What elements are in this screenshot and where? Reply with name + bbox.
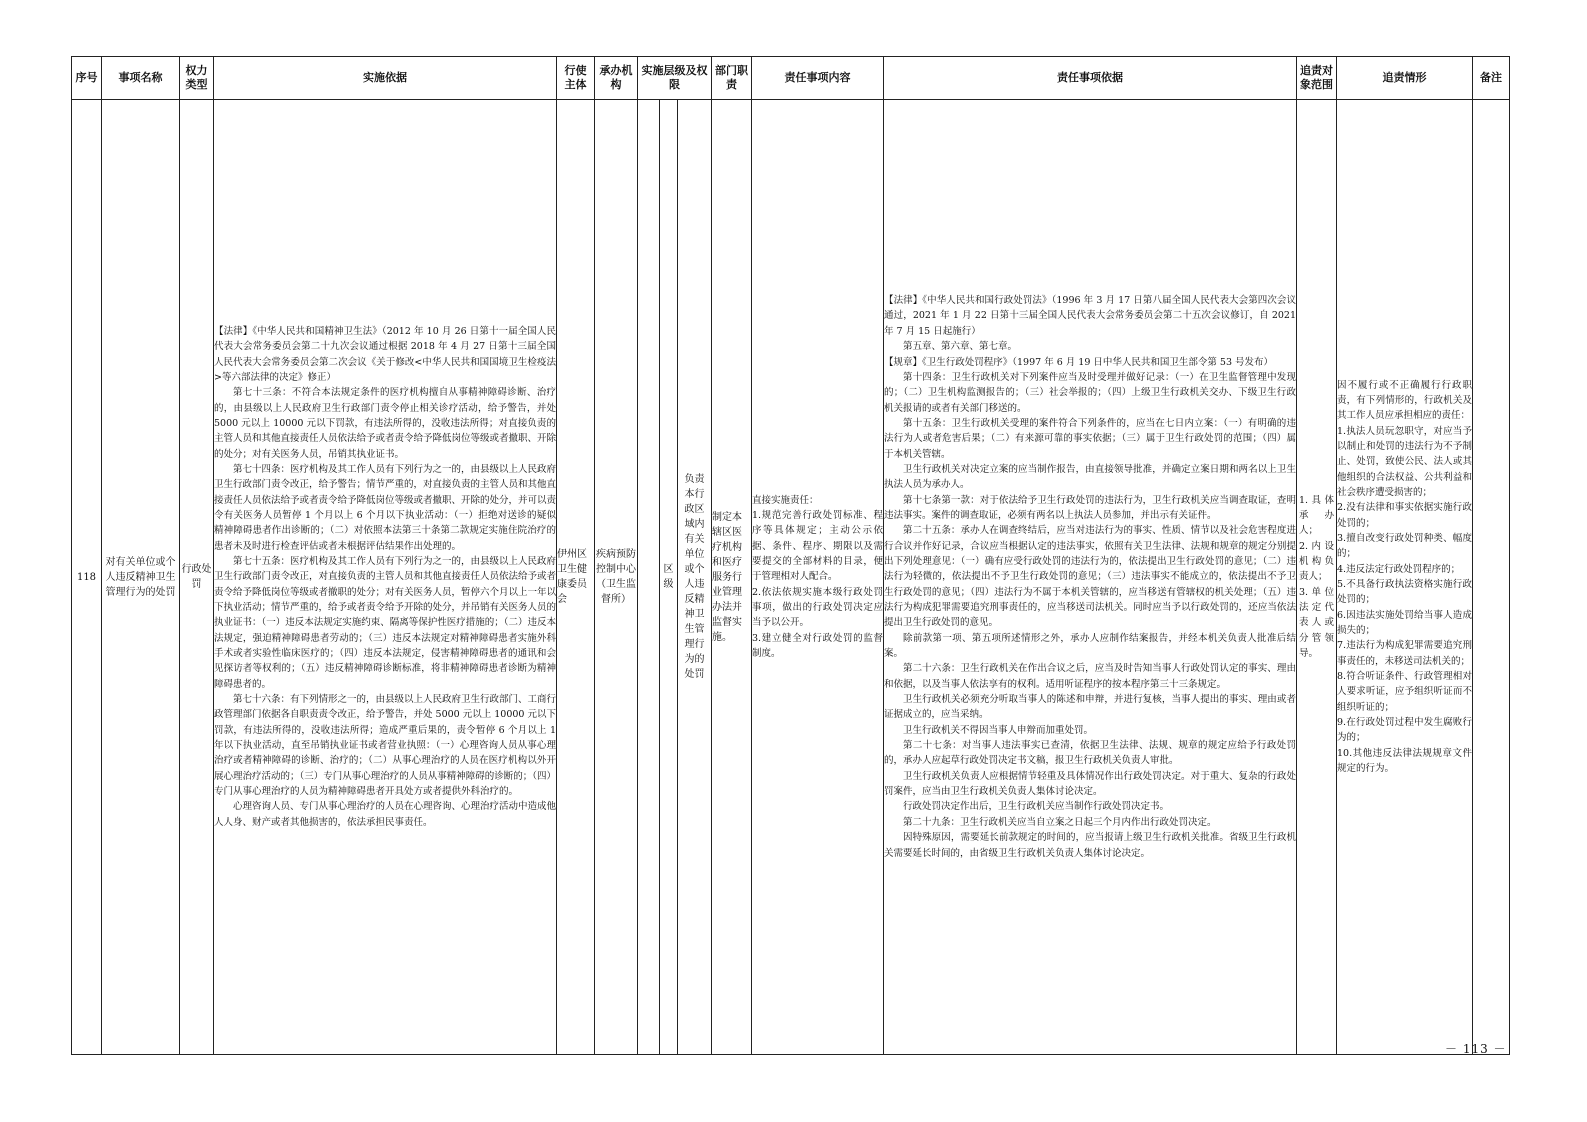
paragraph: 4.违反法定行政处罚程序的； <box>1337 563 1461 575</box>
paragraph: 2.内设机构负责人； <box>1299 540 1334 583</box>
header-resp-content: 责任事项内容 <box>752 57 884 100</box>
responsibility-table <box>71 56 1510 1055</box>
paragraph: 第七十五条：医疗机构及其工作人员有下列行为之一的，由县级以上人民政府卫生行政部门责令改正，对直接负责的主管人员和其他直接责任人员依法给予或者责令给予降低岗位等级或者撤职的处分；对有关医务人员，暂停六个月以上一年以下执业活动；情节严重的，给予或者责令给予开除的处分，并吊销有关医务人员的执业证书：（一）违反本法规定实施约束、隔离等保护性医疗措施的；（二）违反本法规定，强迫精神障碍患者劳动的；（三）违反本法规定对精神障碍患者实施外科手术或者实验性临床医疗的；（四）违反本法规定，侵害精神障碍患者的通讯和会见探访者等权利的；（五）违反精神障碍诊断标准，将非精神障碍患者诊断为精神障碍患者的。 <box>214 555 557 690</box>
paragraph: 9.在行政处罚过程中发生腐败行为的； <box>1337 717 1472 744</box>
paragraph: 第二十五条：承办人在调查终结后，应当对违法行为的事实、性质、情节以及社会危害程度进行合议并作好记录，合议应当根据认定的违法事实，依照有关卫生法律、法规和规章的规定分别提出下列处理意见：（一）确有应受行政处罚的违法行为的，依法提出卫生行政处罚的意见；（二）违法行为轻微的，依法提出不予卫生行政处罚的意见；（三）违法事实不能成立的，依法提出不予卫生行政处罚的意见；（四）违法行为不属于本机关管辖的，应当移送有管辖权的机关处理；（五）违法行为构成犯罪需要追究刑事责任的，应当移送司法机关。同时应当予以行政处罚的，还应当依法提出卫生行政处罚的意见。 <box>884 525 1296 629</box>
row-accountability-scope <box>1297 100 1337 1055</box>
row-notes <box>1473 100 1510 1055</box>
paragraph: 【法律】《中华人民共和国行政处罚法》（1996 年 3 月 17 日第八届全国人民代表大会第四次会议通过，2021 年 1 月 22 日第十三届全国人民代表大会常务委员会第二十五次会议修订，自 2021 年 7 月 15 日起施行） <box>884 295 1296 337</box>
paragraph: 3.单位法定代表人或分管领导。 <box>1299 586 1334 660</box>
paragraph: 行政处罚决定作出后，卫生行政机关应当制作行政处罚决定书。 <box>903 801 1170 813</box>
row-resp-basis <box>884 100 1297 1055</box>
row-agency: 疾病预防控制中心（卫生监督所） <box>595 100 638 1055</box>
header-agency: 承办机构 <box>595 57 638 100</box>
paragraph: 5.不具备行政执法资格实施行政处罚的； <box>1337 579 1472 606</box>
paragraph: 第二十六条：卫生行政机关在作出合议之后，应当及时告知当事人行政处罚认定的事实、理由和依据，以及当事人依法享有的权利。适用听证程序的按本程序第三十三条规定。 <box>884 663 1296 690</box>
paragraph: 【规章】《卫生行政处罚程序》（1997 年 6 月 19 日中华人民共和国卫生部令第 53 号发布） <box>884 356 1274 368</box>
row-seq: 118 <box>72 100 102 1055</box>
paragraph: 直接实施责任： <box>752 494 819 506</box>
header-item-name: 事项名称 <box>102 57 180 100</box>
page-number: － 113 － <box>1445 1042 1507 1056</box>
paragraph: 第十七条第一款：对于依法给予卫生行政处罚的违法行为，卫生行政机关应当调查取证，查明违法事实。案件的调查取证，必须有两名以上执法人员参加，并出示有关证件。 <box>884 494 1296 521</box>
level-sub-a <box>638 100 660 1054</box>
paragraph: 第十四条：卫生行政机关对下列案件应当及时受理并做好记录：（一）在卫生监督管理中发现的；（二）卫生机构监测报告的；（三）社会举报的；（四）上级卫生行政机关交办、下级卫生行政机关报请的或者有关部门移送的。 <box>884 371 1296 414</box>
paragraph: 3.擅自改变行政处罚种类、幅度的； <box>1337 532 1472 560</box>
paragraph: 3.建立健全对行政处罚的监督制度。 <box>752 632 883 660</box>
row-accountability-cases <box>1337 100 1473 1055</box>
level-sub-c: 负责本行政区域内有关单位或个人违反精神卫生管理行为的处罚 <box>684 474 705 680</box>
header-row <box>72 57 1510 100</box>
header-subject: 行使主体 <box>557 57 595 100</box>
resp-content-paragraphs <box>752 493 883 662</box>
paragraph: 因特殊原因，需要延长前款规定的时间的，应当报请上级卫生行政机关批准。省级卫生行政机关需要延长时间的，由省级卫生行政机关负责人集体讨论决定。 <box>884 832 1296 859</box>
paragraph: 2.没有法律和事实依据实施行政处罚的； <box>1337 502 1472 529</box>
paragraph: 7.违法行为构成犯罪需要追究刑事责任的，未移送司法机关的； <box>1337 640 1472 667</box>
paragraph: 心理咨询人员、专门从事心理治疗的人员在心理咨询、心理治疗活动中造成他人人身、财产或者其他损害的，依法承担民事责任。 <box>214 801 557 828</box>
paragraph: 6.因违法实施处罚给当事人造成损失的； <box>1337 609 1472 637</box>
paragraph: 第七十六条：有下列情形之一的，由县级以上人民政府卫生行政部门、工商行政管理部门依据各自职责责令改正，给予警告，并处 5000 元以上 10000 元以下罚款，有违法所得的，没收违法所得；造成严重后果的，责令暂停 6 个月以上 1 年以下执业活动，直至吊销执业证书或者营业执照：（一）心理咨询人员从事心理治疗或者精神障碍的诊断、治疗的；（二）从事心理治疗的人员在医疗机构以外开展心理治疗活动的；（三）专门从事心理治疗的人员从事精神障碍的诊断的；（四）专门从事心理治疗的人员为精神障碍患者开具处方或者提供外科治疗的。 <box>214 694 557 798</box>
row-resp-content <box>752 100 884 1055</box>
row-power-type: 行政处罚 <box>180 100 214 1055</box>
header-resp-basis: 责任事项依据 <box>884 57 1297 100</box>
paragraph: 【法律】《中华人民共和国精神卫生法》（2012 年 10 月 26 日第十一届全国人民代表大会常务委员会第二十九次会议通过根据 2018 年 4 月 27 日第十三届全国人民代表大会常务委员会第二次会议《关于修改<中华人民共和国国境卫生检疫法>等六部法律的决定》修正） <box>214 325 556 383</box>
header-accountability-scope: 追责对象范围 <box>1297 57 1337 100</box>
row-item-name: 对有关单位或个人违反精神卫生管理行为的处罚 <box>102 100 180 1055</box>
paragraph: 10.其他违反法律法规规章文件规定的行为。 <box>1337 747 1472 775</box>
paragraph: 除前款第一项、第五项所述情形之外，承办人应制作结案报告，并经本机关负责人批准后结案。 <box>884 632 1296 660</box>
row-basis <box>214 100 557 1055</box>
paragraph: 第七十四条：医疗机构及其工作人员有下列行为之一的，由县级以上人民政府卫生行政部门责令改正，给予警告；情节严重的，对直接负责的主管人员和其他直接责任人员依法给予或者责令给予降低岗位等级或者撤职、开除的处分，并可以责令有关医务人员暂停 1 个月以上 6 个月以下执业活动：（一）拒绝对送诊的疑似精神障碍患者作出诊断的；（二）对依照本法第三十条第二款规定实施住院治疗的患者未及时进行检查评估或者未根据评估结果作出处理的。 <box>214 463 557 552</box>
header-basis: 实施依据 <box>214 57 557 100</box>
paragraph: 第七十三条：不符合本法规定条件的医疗机构擅自从事精神障碍诊断、治疗的，由县级以上人民政府卫生行政部门责令停止相关诊疗活动，给予警告，并处 5000 元以上 10000 元以下罚款，有违法所得的，没收违法所得；对直接负责的主管人员和其他直接责任人员依法给予或者责令给予降低岗位等级或者撤职、开除的处分；对有关医务人员，吊销其执业证书。 <box>214 387 557 460</box>
header-level: 实施层级及权限 <box>638 57 712 100</box>
paragraph: 第五章、第六章、第七章。 <box>903 341 1018 353</box>
paragraph: 第二十七条：对当事人违法事实已查清，依据卫生法律、法规、规章的规定应给予行政处罚的，承办人应起草行政处罚决定书文稿，报卫生行政机关负责人审批。 <box>884 740 1296 767</box>
paragraph: 因不履行或不正确履行行政职责，有下列情形的，行政机关及其工作人员应承担相应的责任： <box>1337 379 1472 422</box>
header-power-type: 权力类型 <box>180 57 214 100</box>
paragraph: 2.依法依规实施本级行政处罚事项，做出的行政处罚决定应当予以公开。 <box>752 586 883 629</box>
paragraph: 第十五条：卫生行政机关受理的案件符合下列条件的，应当在七日内立案：（一）有明确的违法行为人或者危害后果；（二）有来源可靠的事实依据；（三）属于卫生行政处罚的范围；（四）属于本机关管辖。 <box>884 417 1296 460</box>
paragraph: 8.符合听证条件、行政管理相对人要求听证，应予组织听证而不组织听证的； <box>1337 671 1472 713</box>
paragraph: 卫生行政机关必须充分听取当事人的陈述和申辩，并进行复核，当事人提出的事实、理由或者证据成立的，应当采纳。 <box>884 694 1296 721</box>
paragraph: 卫生行政机关不得因当事人申辩而加重处罚。 <box>903 724 1094 736</box>
table-row <box>72 100 1510 1055</box>
resp-basis-paragraphs <box>884 293 1296 861</box>
row-subject: 伊州区卫生健康委员会 <box>557 100 595 1055</box>
cases-paragraphs <box>1337 378 1472 777</box>
scope-paragraphs <box>1299 493 1334 662</box>
header-accountability-cases: 追责情形 <box>1337 57 1473 100</box>
paragraph: 卫生行政机关对决定立案的应当制作报告，由直接领导批准，并确定立案日期和两名以上卫生执法人员为承办人。 <box>884 463 1296 491</box>
paragraph: 卫生行政机关负责人应根据情节轻重及具体情况作出行政处罚决定。对于重大、复杂的行政处罚案件，应当由卫生行政机关负责人集体讨论决定。 <box>884 770 1296 798</box>
row-level <box>638 100 712 1055</box>
basis-paragraphs <box>214 324 556 830</box>
paragraph: 1.执法人员玩忽职守，对应当予以制止和处罚的违法行为不予制止、处罚，致使公民、法人或其他组织的合法权益、公共利益和社会秩序遭受损害的； <box>1337 425 1472 498</box>
header-notes: 备注 <box>1473 57 1510 100</box>
paragraph: 第二十九条：卫生行政机关应当自立案之日起三个月内作出行政处罚决定。 <box>903 816 1217 828</box>
paragraph: 1.规范完善行政处罚标准、程序等具体规定；主动公示依据、条件、程序、期限以及需要提交的全部材料的目录，便于管理相对人配合。 <box>752 509 883 583</box>
level-sub-b: 区级 <box>660 100 678 1054</box>
header-dept-duty: 部门职责 <box>712 57 752 100</box>
row-dept-duty: 制定本辖区医疗机构和医疗服务行业管理办法并监督实施。 <box>712 100 752 1055</box>
header-seq: 序号 <box>72 57 102 100</box>
paragraph: 1.具体承办人； <box>1299 494 1334 537</box>
